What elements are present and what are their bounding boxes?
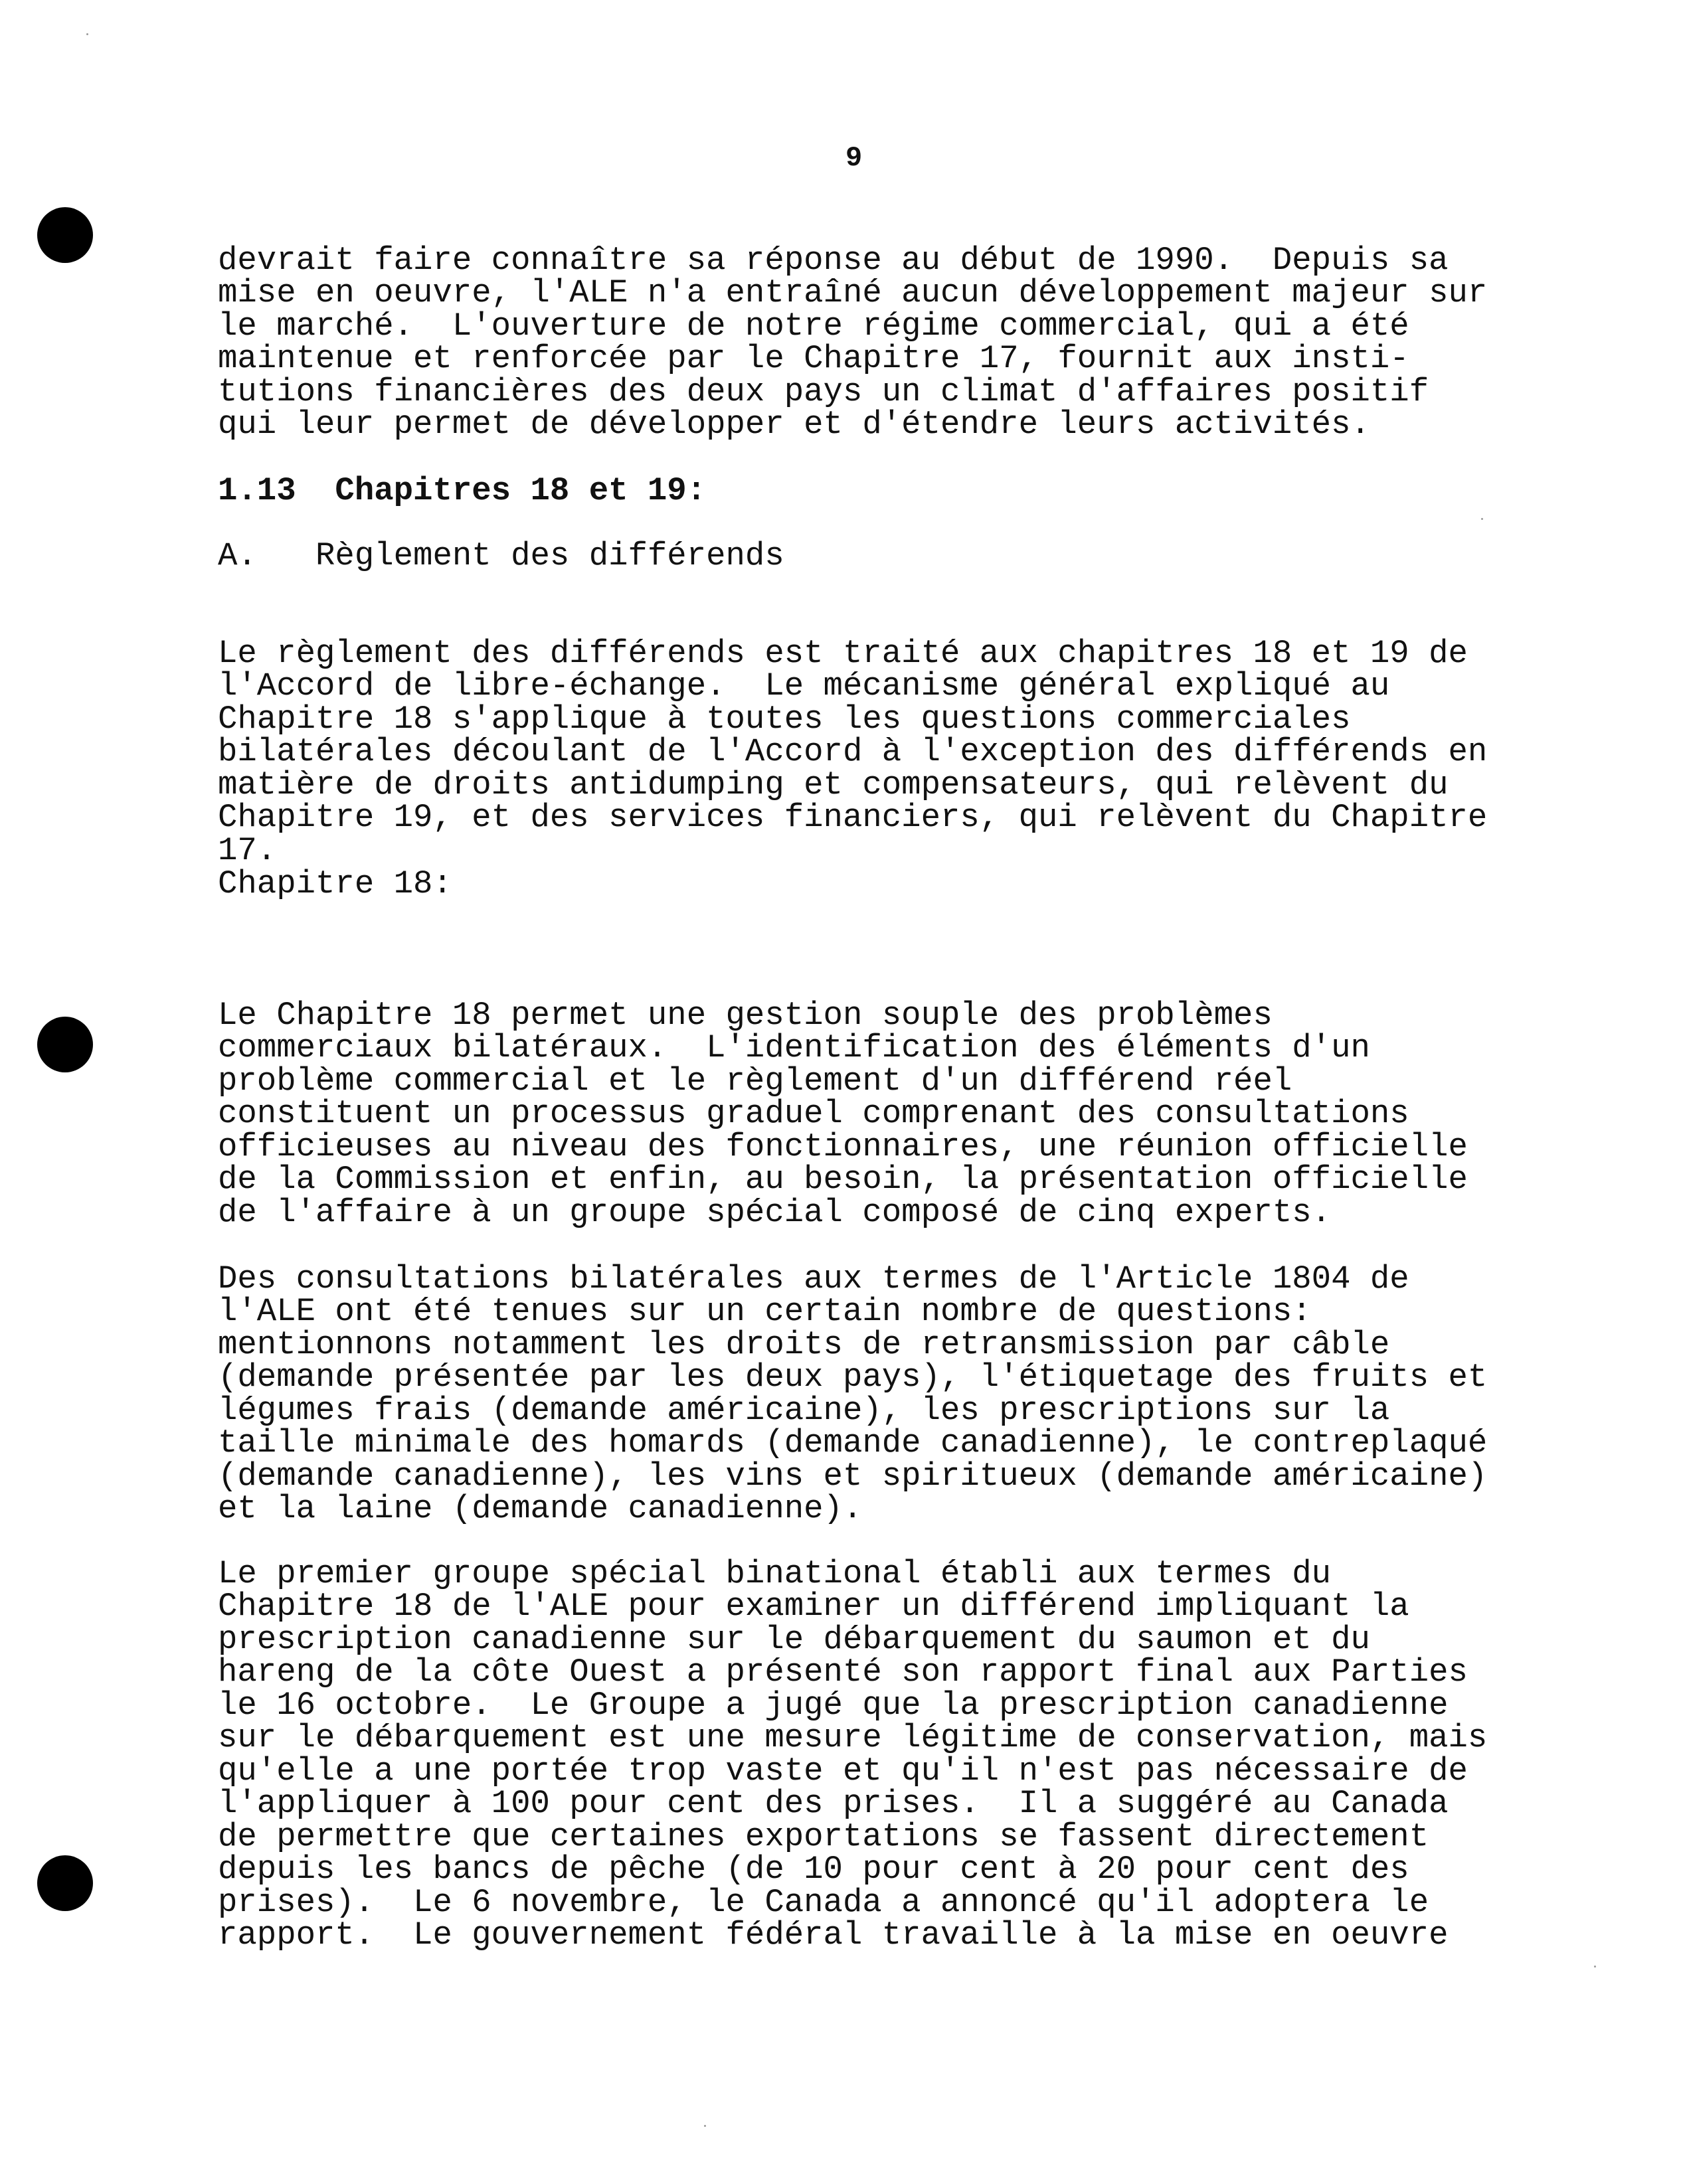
- text-line: de l'affaire à un groupe spécial composé de cinq experts.: [218, 1193, 1332, 1231]
- text-line: rapport. Le gouvernement fédéral travaille à la mise en oeuvre: [218, 1916, 1449, 1954]
- text-line: Des consultations bilatérales aux termes de l'Article 1804 de: [218, 1260, 1409, 1298]
- text-line: mentionnons notamment les droits de retransmission par câble: [218, 1325, 1390, 1363]
- text-line: qu'elle a une portée trop vaste et qu'il n'est pas nécessaire de: [218, 1752, 1468, 1790]
- text-line: l'Accord de libre-échange. Le mécanisme général expliqué au: [218, 667, 1390, 705]
- text-line: le 16 octobre. Le Groupe a jugé que la prescription canadienne: [218, 1686, 1449, 1724]
- label-chapitre-18: [218, 865, 452, 902]
- subheading-reglement: [218, 537, 784, 574]
- scan-speck: [704, 2125, 706, 2127]
- text-line: commerciaux bilatéraux. L'identification des éléments d'un: [218, 1029, 1370, 1066]
- text-line: Le règlement des différends est traité aux chapitres 18 et 19 de: [218, 634, 1468, 672]
- text-line: Chapitre 18 de l'ALE pour examiner un différend impliquant la: [218, 1588, 1409, 1625]
- text-line: maintenue et renforcée par le Chapitre 17, fournit aux insti-: [218, 340, 1409, 377]
- text-line: le marché. L'ouverture de notre régime commercial, qui a été: [218, 307, 1409, 345]
- paragraph-consultations: [218, 1230, 1487, 1526]
- text-line: l'appliquer à 100 pour cent des prises. Il a suggéré au Canada: [218, 1785, 1449, 1822]
- binder-hole-middle: [37, 1017, 93, 1072]
- text-line: problème commercial et le règlement d'un différend réel: [218, 1062, 1292, 1100]
- text-line: Chapitre 19, et des services financiers, qui relèvent du Chapitre: [218, 799, 1488, 836]
- text-line: qui leur permet de développer et d'étendre leurs activités.: [218, 406, 1370, 443]
- text-line: sur le débarquement est une mesure légitime de conservation, mais: [218, 1719, 1488, 1756]
- text-line: Le premier groupe spécial binational établi aux termes du: [218, 1554, 1332, 1592]
- text-line: prescription canadienne sur le débarquement du saumon et du: [218, 1620, 1370, 1658]
- text-line: depuis les bancs de pêche (de 10 pour cent à 20 pour cent des: [218, 1851, 1409, 1888]
- text-line: prises). Le 6 novembre, le Canada a annoncé qu'il adoptera le: [218, 1883, 1429, 1921]
- text-line: bilatérales découlant de l'Accord à l'exception des différends en: [218, 733, 1488, 770]
- text-line: et la laine (demande canadienne).: [218, 1490, 863, 1527]
- text-line: constituent un processus graduel comprenant des consultations: [218, 1095, 1409, 1132]
- text-line: mise en oeuvre, l'ALE n'a entraîné aucun développement majeur sur: [218, 274, 1488, 311]
- paragraph-gestion: [218, 966, 1468, 1229]
- text-line: (demande présentée par les deux pays), l'étiquetage des fruits et: [218, 1359, 1488, 1396]
- text-line: de la Commission et enfin, au besoin, la présentation officielle: [218, 1161, 1468, 1198]
- text-line: 17.: [218, 831, 277, 869]
- section-heading: [218, 472, 707, 509]
- binder-hole-top: [37, 207, 93, 263]
- scan-speck: [86, 33, 88, 35]
- scan-speck: [1481, 518, 1483, 520]
- paragraph-groupe-special: [218, 1525, 1487, 1952]
- label-text: Chapitre 18:: [218, 865, 452, 902]
- text-line: matière de droits antidumping et compensateurs, qui relèvent du: [218, 766, 1449, 803]
- text-line: légumes frais (demande américaine), les prescriptions sur la: [218, 1391, 1390, 1429]
- text-line: officieuses au niveau des fonctionnaires, une réunion officielle: [218, 1128, 1468, 1165]
- text-line: tutions financières des deux pays un climat d'affaires positif: [218, 373, 1429, 410]
- paragraph-reglement: [218, 604, 1487, 867]
- text-line: hareng de la côte Ouest a présenté son rapport final aux Parties: [218, 1653, 1468, 1691]
- text-line: Chapitre 18 s'applique à toutes les questions commerciales: [218, 700, 1351, 738]
- binder-hole-bottom: [37, 1855, 93, 1911]
- text-line: taille minimale des homards (demande canadienne), le contreplaqué: [218, 1424, 1488, 1462]
- text-line: l'ALE ont été tenues sur un certain nombre de questions:: [218, 1293, 1312, 1330]
- text-line: (demande canadienne), les vins et spiritueux (demande américaine): [218, 1457, 1488, 1495]
- page-number: 9: [845, 142, 863, 174]
- text-line: de permettre que certaines exportations se fassent directement: [218, 1817, 1429, 1855]
- subheading-text: A. Règlement des différends: [218, 537, 784, 574]
- text-line: devrait faire connaître sa réponse au début de 1990. Depuis sa: [218, 241, 1449, 279]
- scan-speck: [1594, 1966, 1596, 1968]
- text-line: Le Chapitre 18 permet une gestion souple des problèmes: [218, 996, 1273, 1034]
- heading-text: 1.13 Chapitres 18 et 19:: [218, 472, 707, 509]
- paragraph-intro: [218, 211, 1487, 442]
